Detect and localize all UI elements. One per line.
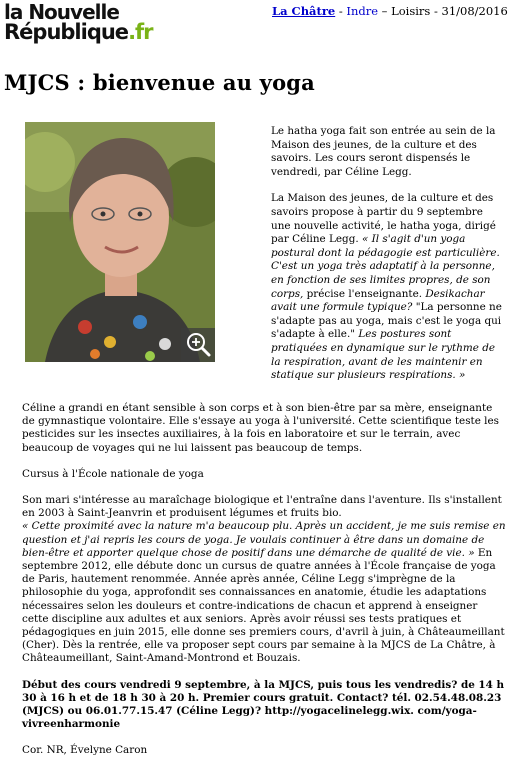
logo-name: République [4, 20, 129, 44]
author-credit: Cor. NR, Évelyne Caron [22, 744, 148, 757]
city-link[interactable]: La Châtre [272, 4, 336, 18]
zoom-in-icon [181, 328, 215, 362]
portrait-illustration [25, 122, 215, 362]
article-meta [272, 4, 508, 18]
meta-sep1: - [335, 4, 347, 18]
quote-5: « Cette proximité avec la nature m'a beaucoup plu. Après un accident, je me suis remise en question et j'ai repris les cours de yoga. Je voulais continuer à être dans un domaine de bien-être et apporter quelque chose de positif dans une démarche de qualité de vie. » [22, 520, 506, 559]
quote-1: « Il s'agit d'un yoga postural dont la pédagogie est particulière. C'est un yoga très adaptatif à la personne, en fonction de ses limites propres, de son corps, [271, 233, 500, 300]
zoom-button[interactable] [181, 328, 215, 362]
article-title: MJCS : bienvenue au yoga [4, 70, 315, 95]
lead-paragraph: Le hatha yoga fait son entrée au sein de la Maison des jeunes, de la culture et des savoirs. Les cours seront dispensés le vendredi, par Céline Legg. [271, 125, 496, 178]
section-subheading: Cursus à l'École nationale de yoga [22, 467, 204, 480]
article-date: 31/08/2016 [441, 4, 508, 18]
logo-line1: la Nouvelle [4, 0, 119, 24]
article-body [22, 402, 506, 771]
quote-2: Desikachar avait une formule typique? [271, 287, 485, 314]
intro-text: La Maison des jeunes, de la culture et des savoirs propose à partir du 9 septembre une nouvelle activité, le hatha yoga, dirigé par Céline Legg. [271, 192, 496, 246]
cursus-text: En septembre 2012, elle débute donc un cursus de quatre années à l'École française de yoga de Paris, hautement renommée. Année après année, Céline Legg s'imprègne de la philosophie du yoga, approfondit ses connaissances en anatomie, étudie les adaptations nécessaires selon les douleurs et contre-indications de chacun et apprend à enseigner cette discipline aux adultes et aux seniors. Après avoir réussi ses tests pratiques et pédagogiques en juin 2015, elle donne ses premiers cours, d'avril à juin, à Châteaumeillant (Cher). Dès la rentrée, elle va proposer sept cours par semaine à la MJCS de La Châtre, à Châteaumeillant, Saint-Amand-Montrond et Bouzais. [22, 546, 505, 665]
department-link[interactable]: Indre [346, 4, 379, 18]
practical-info: Début des cours vendredi 9 septembre, à la MJCS, puis tous les vendredis? de 14 h 30 à 16 h et de 18 h 30 à 20 h. Premier cours gratuit. Contact? tél. 02.54.48.08.23 (MJCS) ou 06.01.77.15.47 (Céline Legg)? http://yogacelinelegg.wix. com/yoga-vivreenharmonie [22, 678, 505, 731]
logo-tld: .fr [128, 20, 153, 44]
portrait-photo[interactable] [25, 122, 215, 362]
logo-line2 [4, 21, 153, 43]
intro-attribution: précise l'enseignante. [303, 287, 426, 300]
background-paragraph: Céline a grandi en étant sensible à son corps et à son bien-être par sa mère, enseignante de gymnastique volontaire. Elle s'essaye au yoga à l'université. Cette scientifique teste les pesticides sur les insectes auxiliaires, à la fois en laboratoire et sur le terrain, avec beaucoup de voyages qui ne lui laissent pas beaucoup de temps. [22, 402, 499, 454]
side-column [271, 125, 503, 396]
quote-3: "La personne ne s'adapte pas au yoga, mais c'est le yoga qui s'adapte à elle." [271, 301, 502, 341]
site-logo[interactable] [4, 2, 154, 44]
install-text: Son mari s'intéresse au maraîchage biologique et l'entraîne dans l'aventure. Ils s'installent en 2003 à Saint-Jeanvrin et produisent légumes et fruits bio. [22, 494, 502, 520]
install-paragraph [22, 494, 506, 666]
intro-paragraph [271, 192, 503, 382]
meta-sep2: – Loisirs - [378, 4, 442, 18]
quote-4: Les postures sont pratiquées en dynamique sur le rythme de la respiration, avant de les maintenir en statique sur plusieurs respirations. » [271, 328, 495, 382]
